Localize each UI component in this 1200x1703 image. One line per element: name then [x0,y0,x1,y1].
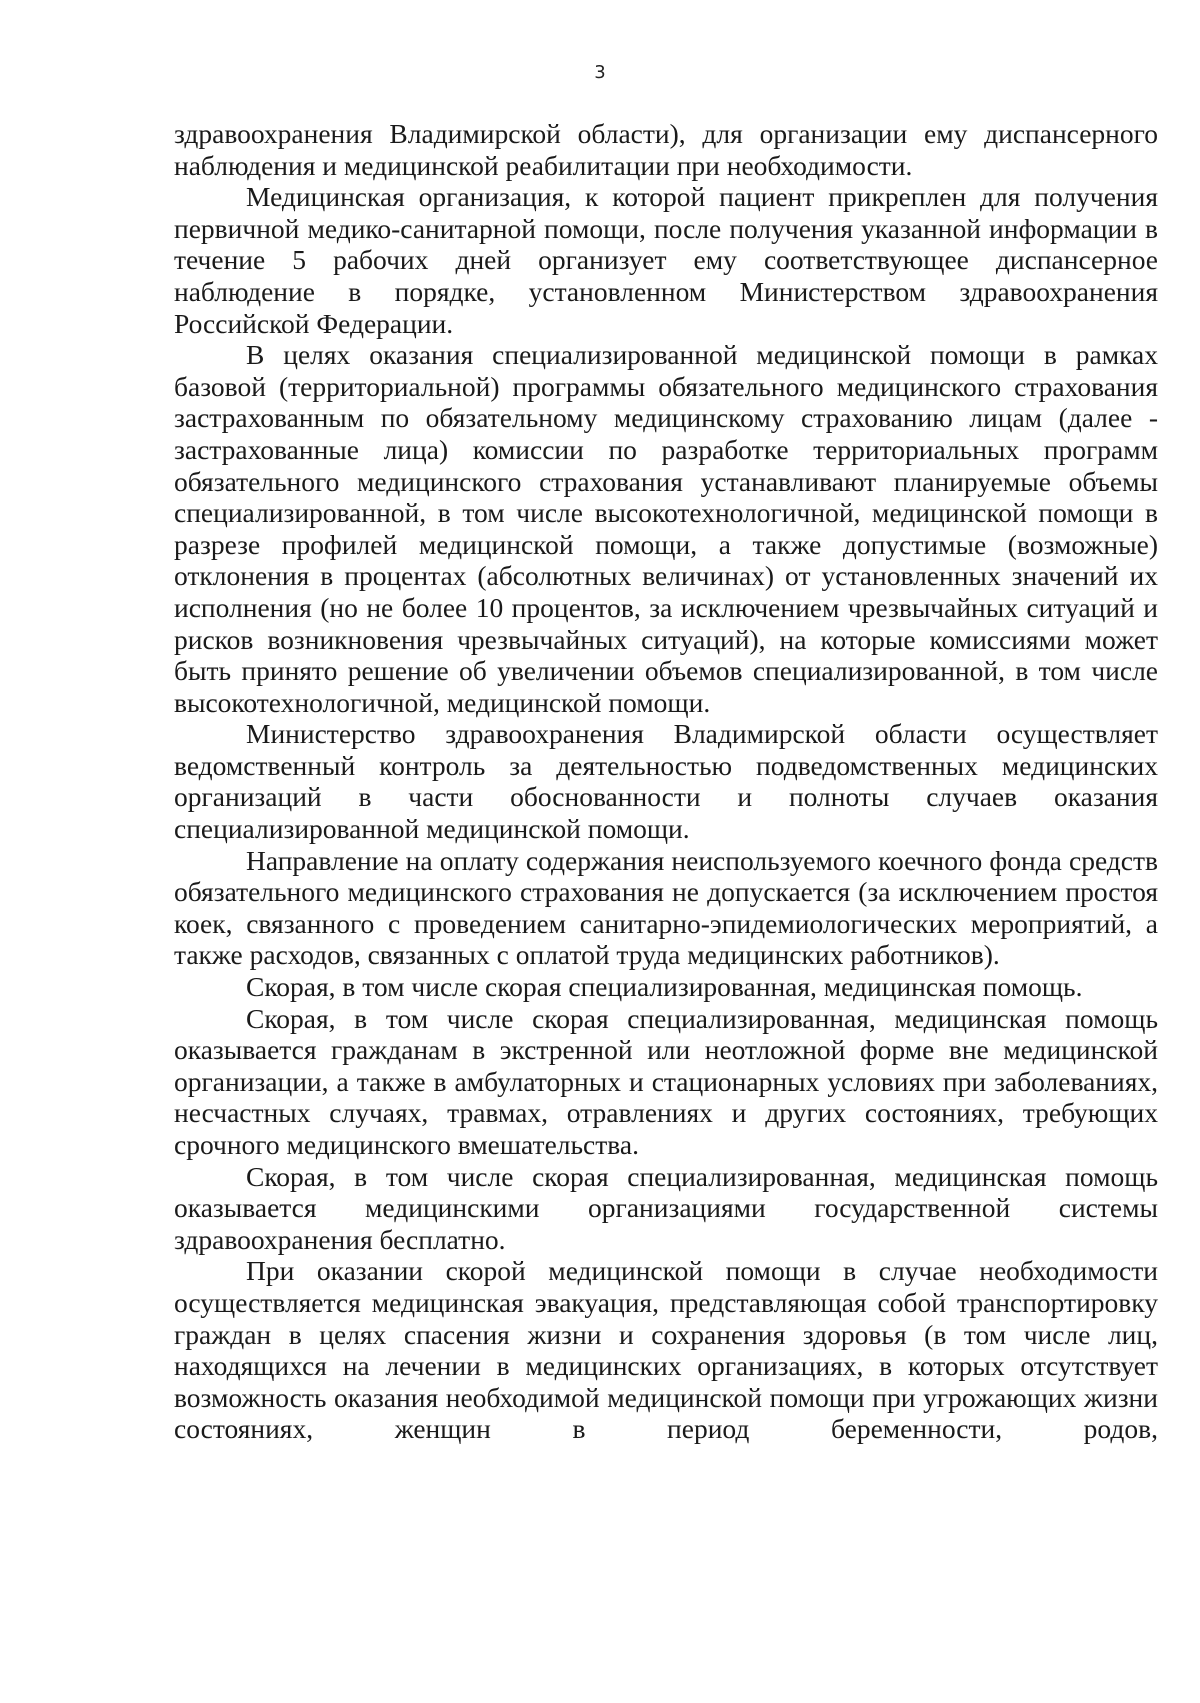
paragraph-emergency-heading: Скорая, в том числе скорая специализированная, медицинская помощь. [246,971,1083,1003]
paragraph-ministry-control: Министерство здравоохранения Владимирской области осуществляет ведомственный контроль за деятельностью подведомственных медицинских организаций в части обоснованности и полноты случаев оказания специализированной медицинской помощи. [174,718,1158,845]
paragraph-dispensary-observation: Медицинская организация, к которой пациент прикреплен для получения первичной медико-санитарной помощи, после получения указанной информации в течение 5 рабочих дней организует ему соответствующее диспансерное наблюдение в порядке, установленном Министерством здравоохранения Российской Федерации. [174,181,1158,339]
paragraph-bed-fund: Направление на оплату содержания неиспользуемого коечного фонда средств обязательного медицинского страхования не допускается (за исключением простоя коек, связанного с проведением санитарно-эпидемиологических мероприятий, а также расходов, связанных с оплатой труда медицинских работников). [174,844,1158,971]
page-number: 3 [594,62,606,83]
document-body [174,118,1158,1445]
paragraph-emergency-care: Скорая, в том числе скорая специализированная, медицинская помощь оказывается гражданам в экстренной или неотложной форме вне медицинской организации, а также в амбулаторных и стационарных условиях при заболеваниях, несчастных случаях, травмах, отравлениях и других состояниях, требующих срочного медицинского вмешательства. [174,1002,1158,1160]
paragraph-specialized-care-volumes: В целях оказания специализированной медицинской помощи в рамках базовой (территориальной) программы обязательного медицинского страхования застрахованным по обязательному медицинскому страхованию лицам (далее - застрахованные лица) комиссии по разработке территориальных программ обязательного медицинского страхования устанавливают планируемые объемы специализированной, в том числе высокотехнологичной, медицинской помощи в разрезе профилей медицинской помощи, а также допустимые (возможные) отклонения в процентах (абсолютных величинах) от установленных значений их исполнения (но не более 10 процентов, за исключением чрезвычайных ситуаций и рисков возникновения чрезвычайных ситуаций), на которые комиссиями может быть принято решение об увеличении объемов специализированной, в том числе высокотехнологичной, медицинской помощи. [174,339,1158,718]
paragraph-emergency-free: Скорая, в том числе скорая специализированная, медицинская помощь оказывается медицинскими организациями государственной системы здравоохранения бесплатно. [174,1160,1158,1255]
paragraph-medical-evacuation: При оказании скорой медицинской помощи в случае необходимости осуществляется медицинская эвакуация, представляющая собой транспортировку граждан в целях спасения жизни и сохранения здоровья (в том числе лиц, находящихся на лечении в медицинских организациях, в которых отсутствует возможность оказания необходимой медицинской помощи при угрожающих жизни состояниях, женщин в период беременности, родов, [174,1255,1158,1445]
paragraph-continuation: здравоохранения Владимирской области), для организации ему диспансерного наблюдения и медицинской реабилитации при необходимости. [174,118,1158,181]
